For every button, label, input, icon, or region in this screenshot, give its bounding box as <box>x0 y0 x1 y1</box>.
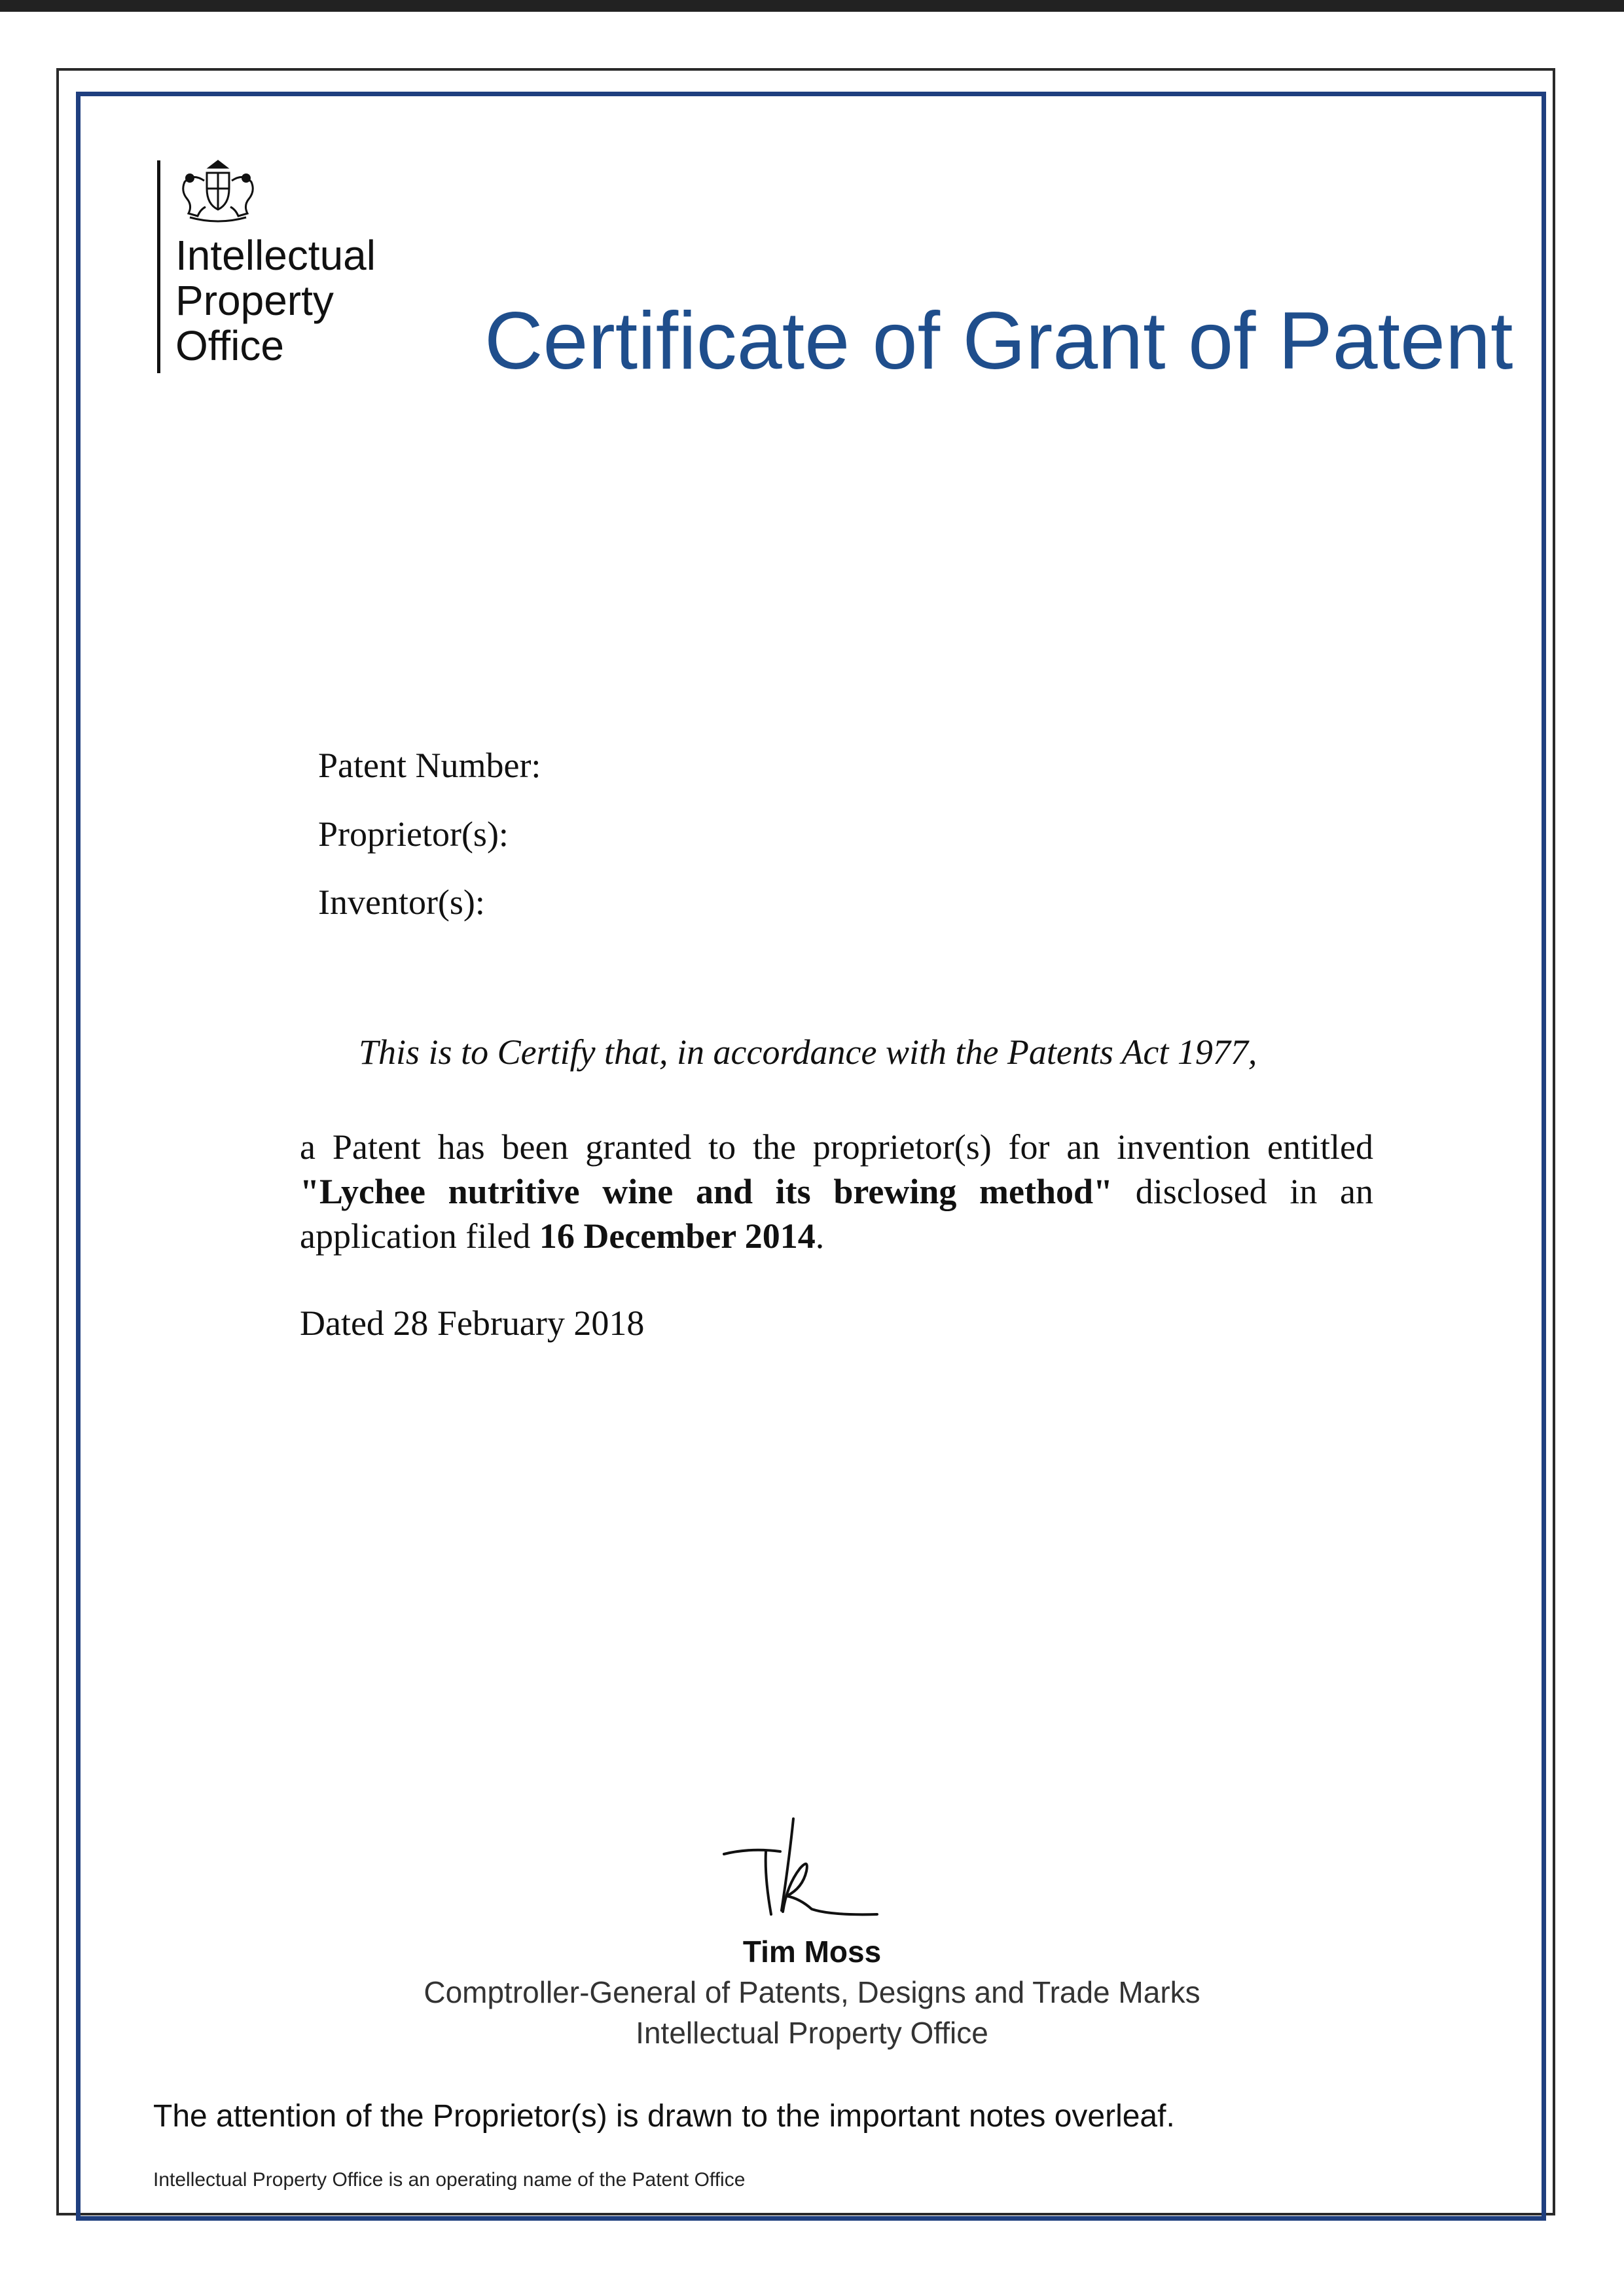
royal-coat-of-arms-icon <box>175 158 261 224</box>
certificate-title: Certificate of Grant of Patent <box>484 296 1513 386</box>
overleaf-notice: The attention of the Proprietor(s) is drawn to the important notes overleaf. <box>153 2099 1175 2134</box>
logo-divider <box>157 160 160 373</box>
certify-statement: This is to Certify that, in accordance with the Patents Act 1977, <box>359 1032 1257 1072</box>
office-name-line-2: Property <box>175 277 334 324</box>
signatory-block <box>0 1931 1624 2053</box>
signature-image <box>720 1813 890 1931</box>
office-name-line-1: Intellectual <box>175 232 376 279</box>
grant-end: . <box>815 1216 825 1256</box>
office-name <box>175 233 376 369</box>
signatory-office: Intellectual Property Office <box>636 2016 988 2050</box>
grant-middle: disclosed in an application filed <box>300 1172 1373 1256</box>
signatory-role: Comptroller-General of Patents, Designs and Trade Marks <box>424 1975 1200 2009</box>
inventor-label: Inventor(s): <box>318 883 485 922</box>
signatory-name: Tim Moss <box>742 1935 882 1969</box>
office-name-line-3: Office <box>175 322 284 369</box>
grant-paragraph <box>300 1125 1373 1258</box>
filing-date: 16 December 2014 <box>539 1216 816 1256</box>
footnote: Intellectual Property Office is an operating name of the Patent Office <box>153 2169 746 2191</box>
grant-intro: a Patent has been granted to the proprietor(s) for an invention entitled <box>300 1127 1373 1167</box>
patent-number-label: Patent Number: <box>318 746 541 785</box>
dated-line: Dated 28 February 2018 <box>300 1303 645 1343</box>
invention-title: "Lychee nutritive wine and its brewing method" <box>300 1172 1113 1211</box>
scan-edge <box>0 0 1624 12</box>
proprietor-label: Proprietor(s): <box>318 814 509 854</box>
